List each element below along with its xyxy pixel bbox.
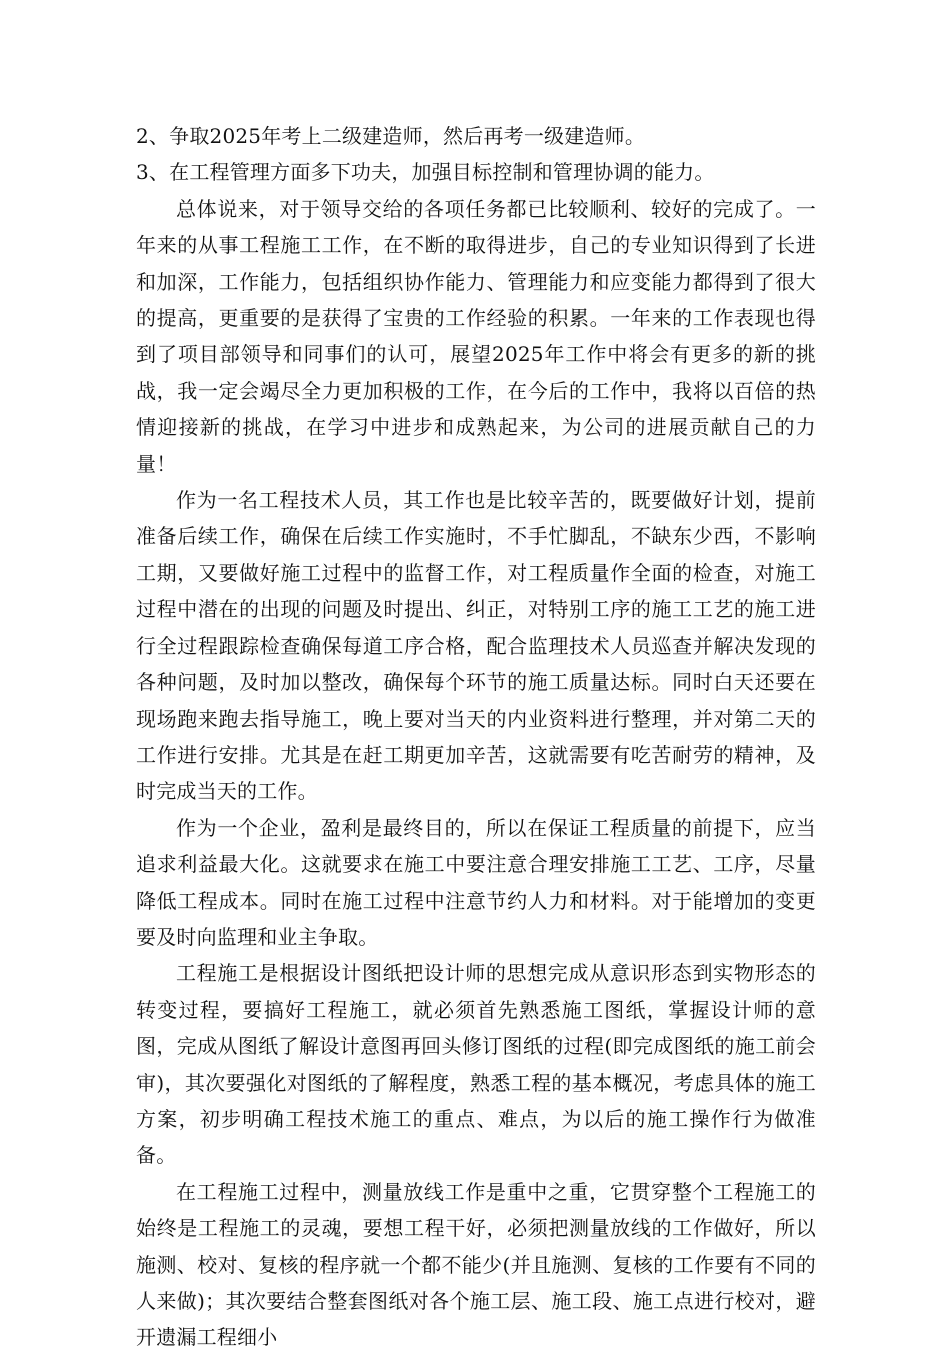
paragraph-summary: 总体说来，对于领导交给的各项任务都已比较顺利、较好的完成了。一年来的从事工程施工工作，在不断的取得进步，自己的专业知识得到了长进和加深，工作能力，包括组织协作能力、管理能力和应变能力都得到了很大的提高，更重要的是获得了宝贵的工作经验的积累。一年来的工作表现也得到了项目部领导和同事们的认可，展望2025年工作中将会有更多的新的挑战，我一定会竭尽全力更加积极的工作，在今后的工作中，我将以百倍的热情迎接新的挑战，在学习中进步和成熟起来，为公司的进展贡献自己的力量！ [136,196,816,476]
paragraph-drawings: 工程施工是根据设计图纸把设计师的思想完成从意识形态到实物形态的转变过程，要搞好工程施工，就必须首先熟悉施工图纸，掌握设计师的意图，完成从图纸了解设计意图再回头修订图纸的过程(即完成图纸的施工前会审)，其次要强化对图纸的了解程度，熟悉工程的基本概况，考虑具体的施工方案，初步明确工程技术施工的重点、难点，为以后的施工操作行为做准备。 [136,961,816,1168]
document-body [136,118,816,1356]
paragraph-profit: 作为一个企业，盈利是最终目的，所以在保证工程质量的前提下，应当追求利益最大化。这就要求在施工中要注意合理安排施工工艺、工序，尽量降低工程成本。同时在施工过程中注意节约人力和材料。对于能增加的变更要及时向监理和业主争取。 [136,815,816,949]
list-item-goal-3: 3、在工程管理方面多下功夫，加强目标控制和管理协调的能力。 [136,160,715,185]
paragraph-technician-duties: 作为一名工程技术人员，其工作也是比较辛苦的，既要做好计划，提前准备后续工作，确保在后续工作实施时，不手忙脚乱，不缺东少西，不影响工期，又要做好施工过程中的监督工作，对工程质量作全面的检查，对施工过程中潜在的出现的问题及时提出、纠正，对特别工序的施工工艺的施工进行全过程跟踪检查确保每道工序合格，配合监理技术人员巡查并解决发现的各种问题，及时加以整改，确保每个环节的施工质量达标。同时白天还要在现场跑来跑去指导施工，晚上要对当天的内业资料进行整理，并对第二天的工作进行安排。尤其是在赶工期更加辛苦，这就需要有吃苦耐劳的精神，及时完成当天的工作。 [136,488,816,804]
paragraph-surveying: 在工程施工过程中，测量放线工作是重中之重，它贯穿整个工程施工的始终是工程施工的灵魂，要想工程干好，必须把测量放线的工作做好，所以施测、校对、复核的程序就一个都不能少(并且施测、复核的工作要有不同的人来做)；其次要结合整套图纸对各个施工层、施工段、施工点进行校对，避开遗漏工程细小 [136,1179,816,1350]
list-item-goal-2: 2、争取2025年考上二级建造师，然后再考一级建造师。 [136,124,646,148]
